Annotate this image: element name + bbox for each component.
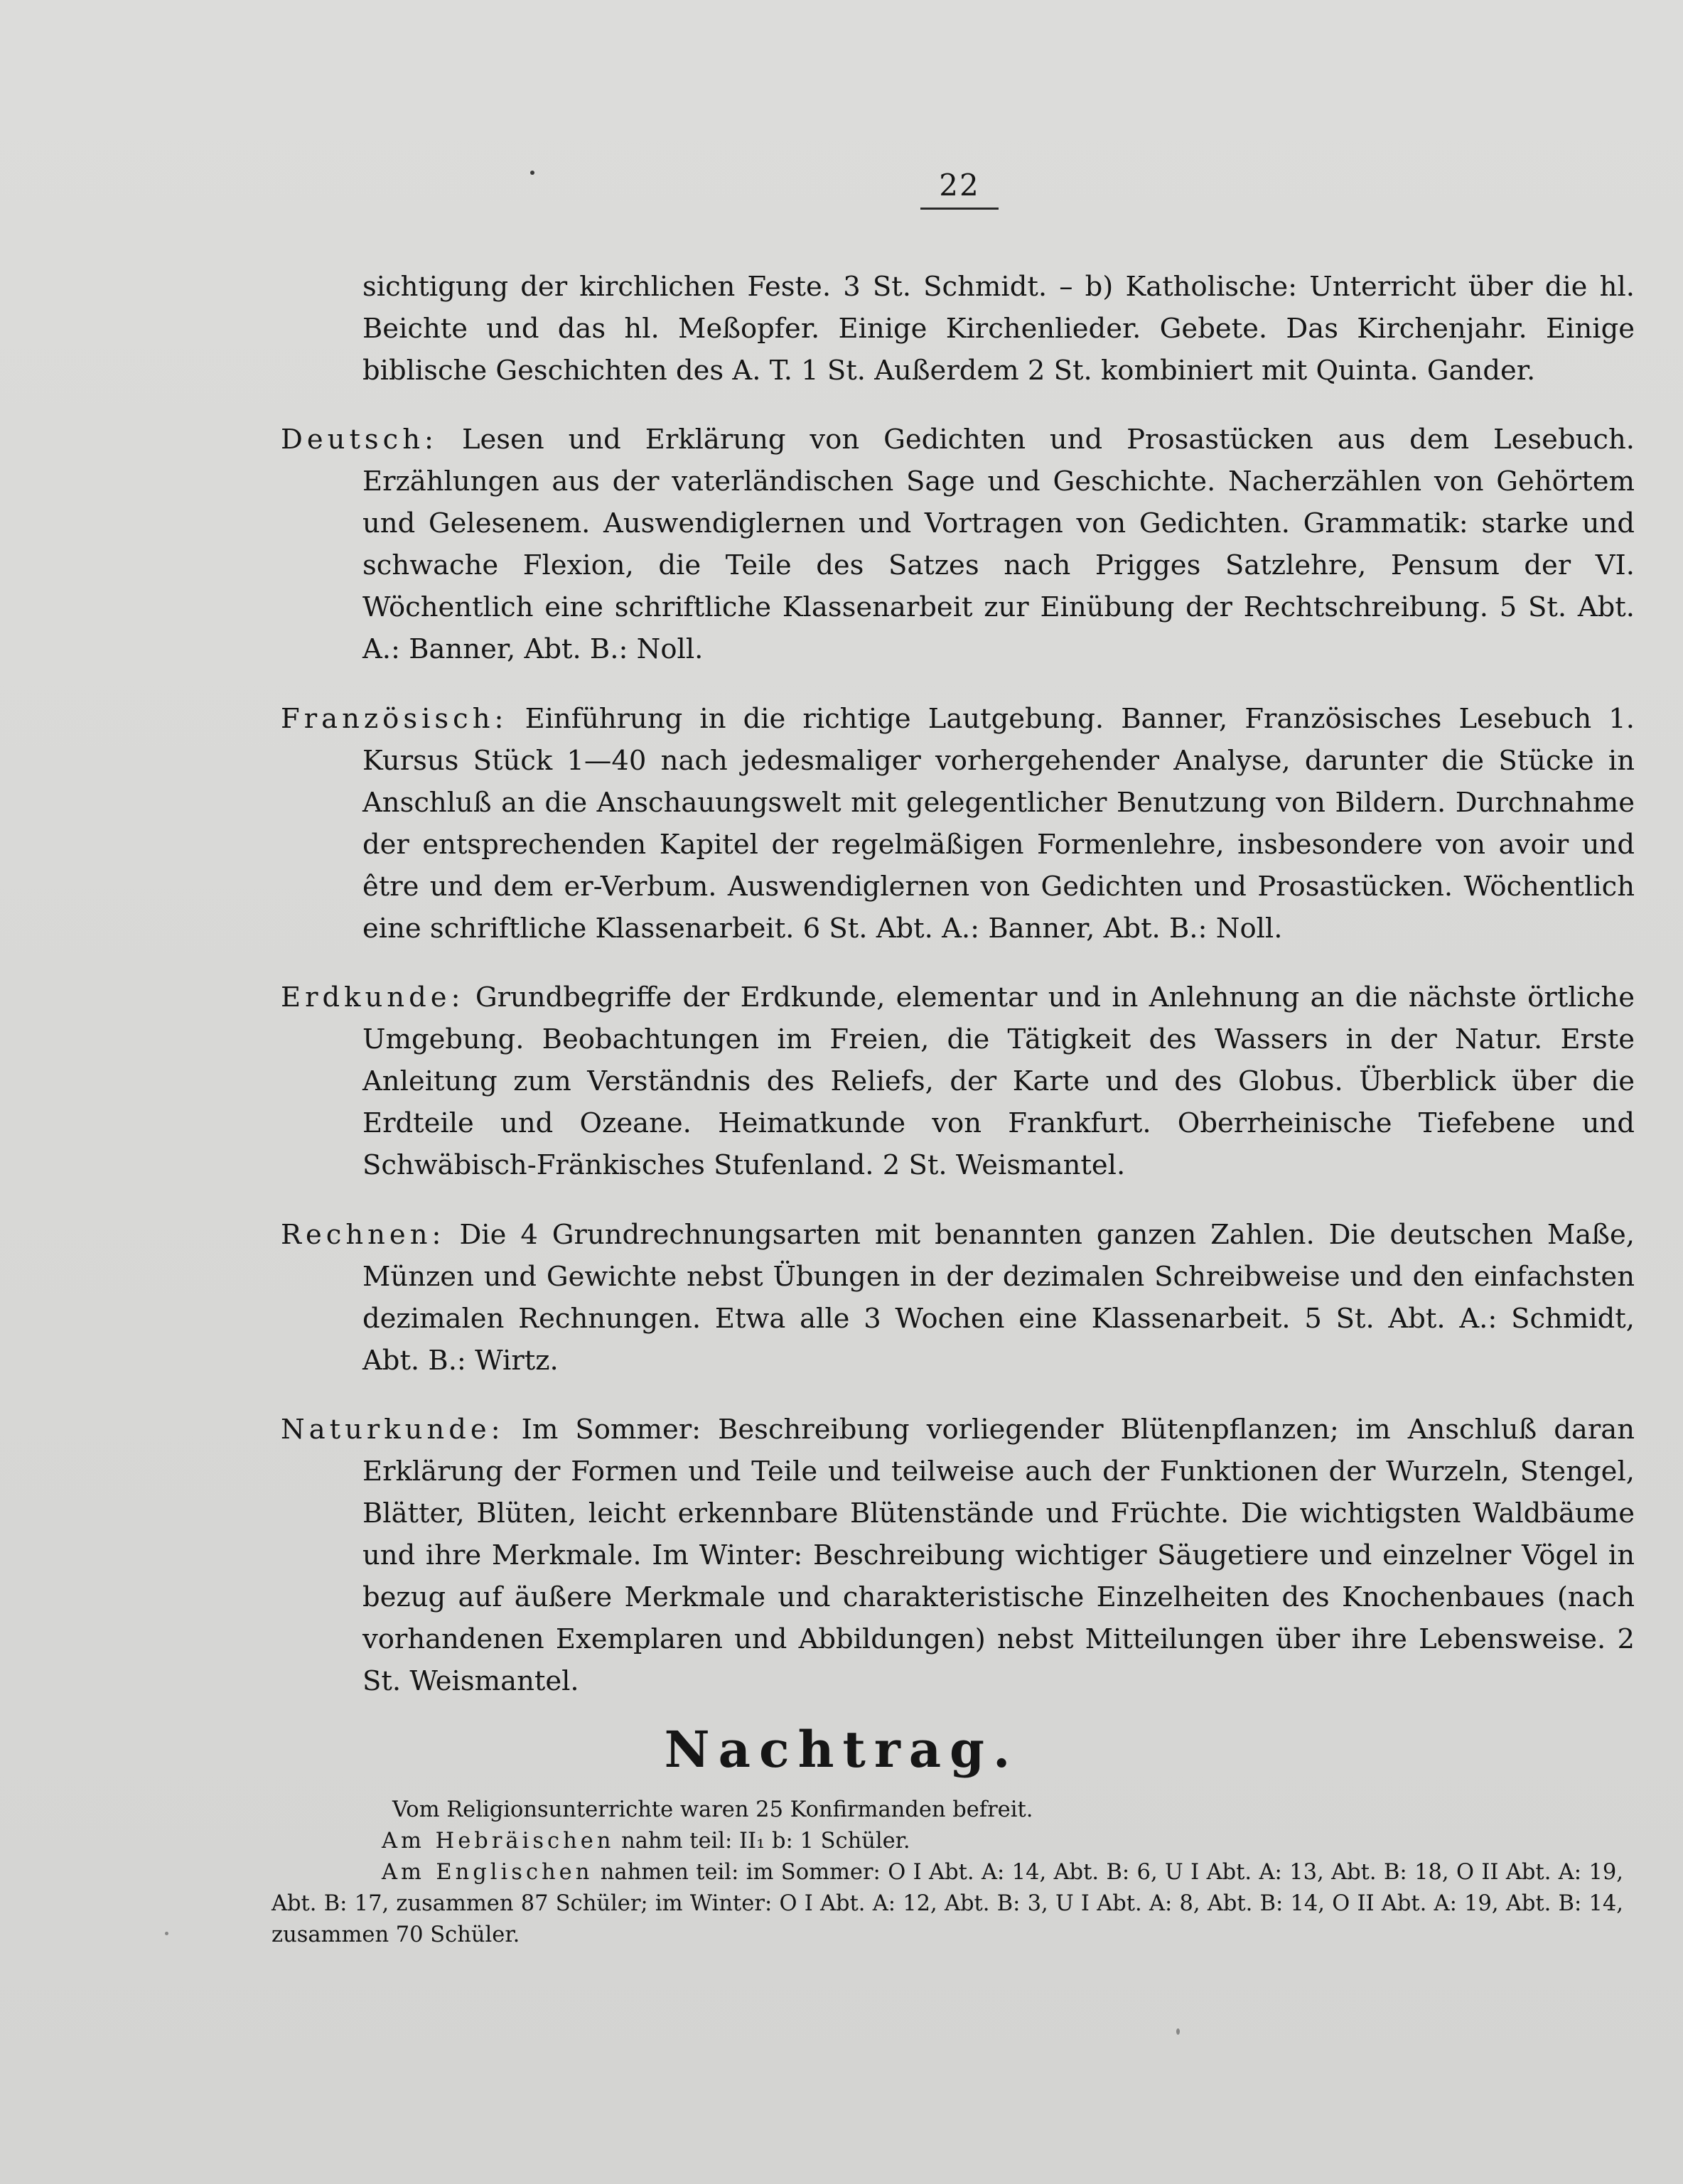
paragraph-rechnen bbox=[281, 1214, 1635, 1382]
curriculum-text bbox=[281, 238, 1635, 1712]
paragraph-text: sichtigung der kirchlichen Feste. 3 St. Schmidt. – b) Katholische: Unterricht über die hl. Beichte und das hl. Meßopfer. Einige Kirchenlieder. Gebete. Das Kirchenjahr. Einige biblische Geschichten des A. T. 1 St. Außerdem 2 St. kombiniert mit Quinta. Gander. bbox=[362, 270, 1635, 387]
nachtrag-notes bbox=[271, 1795, 1623, 1951]
note-religion-exemption: Vom Religionsunterrichte waren 25 Konfirmanden befreit. bbox=[392, 1797, 1033, 1822]
page-number-rule bbox=[920, 208, 999, 210]
paragraph-naturkunde bbox=[281, 1409, 1635, 1702]
subject-heading-erdkunde: Erdkunde: bbox=[281, 981, 465, 1013]
note-hebrew-label: Am Hebräischen bbox=[382, 1829, 615, 1854]
note-english bbox=[271, 1857, 1623, 1951]
paragraph-deutsch bbox=[281, 419, 1635, 670]
print-speck bbox=[165, 1932, 168, 1935]
paragraph-text: Die 4 Grundrechnungsarten mit benannten ganzen Zahlen. Die deutschen Maße, Münzen und Gewichte nebst Übungen in der dezimalen Schreibweise und den einfachsten dezimalen Rechnungen. Etwa alle 3 Wochen eine Klassenarbeit. 5 St. Abt. A.: Schmidt, Abt. B.: Wirtz. bbox=[362, 1218, 1635, 1377]
print-speck bbox=[530, 171, 534, 175]
paragraph-text: Im Sommer: Beschreibung vorliegender Blütenpflanzen; im Anschluß daran Erklärung der Formen und Teile und teilweise auch der Funktionen der Wurzeln, Stengel, Blätter, Blüten, leicht erkennbare Blütenstände und Früchte. Die wichtigsten Waldbäume und ihre Merkmale. Im Winter: Beschreibung wichtiger Säugetiere und einzelner Vögel in bezug auf äußere Merkmale und charakteristische Einzelheiten des Knochenbaues (nach vorhandenen Exemplaren und Abbildungen) nebst Mitteilungen über ihre Lebensweise. 2 St. Weismantel. bbox=[362, 1414, 1635, 1697]
paragraph-text: Grundbegriffe der Erdkunde, elementar und in Anlehnung an die nächste örtliche Umgebung. Beobachtungen im Freien, die Tätigkeit des Wassers in der Natur. Erste Anleitung zum Verständnis des Reliefs, der Karte und des Globus. Überblick über die Erdteile und Ozeane. Heimatkunde von Frankfurt. Oberrheinische Tiefebene und Schwäbisch-Fränkisches Stufenland. 2 St. Weismantel. bbox=[362, 981, 1635, 1181]
nachtrag-heading: Nachtrag. bbox=[664, 1720, 1019, 1779]
print-speck bbox=[1176, 2028, 1180, 2035]
subject-heading-deutsch: Deutsch: bbox=[281, 424, 439, 456]
paragraph-erdkunde bbox=[281, 977, 1635, 1186]
note-hebrew-text: nahm teil: II₁ b: 1 Schüler. bbox=[621, 1829, 910, 1854]
note-english-label: Am Englischen bbox=[382, 1860, 593, 1885]
paragraph-text: Lesen und Erklärung von Gedichten und Prosastücken aus dem Lesebuch. Erzählungen aus der vaterländischen Sage und Geschichte. Nacherzählen von Gehörtem und Gelesenem. Auswendiglernen und Vortragen von Gedichten. Grammatik: starke und schwache Flexion, die Teile des Satzes nach Prigges Satzlehre, Pensum der VI. Wöchentlich eine schriftliche Klassenarbeit zur Einübung der Rechtschreibung. 5 St. Abt. A.: Banner, Abt. B.: Noll. bbox=[362, 424, 1635, 665]
subject-heading-franzoesisch: Französisch: bbox=[281, 702, 508, 735]
paragraph-text: Einführung in die richtige Lautgebung. Banner, Französisches Lesebuch 1. Kursus Stück 1—40 nach jedesmaliger vorhergehender Analyse, darunter die Stücke in Anschluß an die Anschauungswelt mit gelegentlicher Benutzung von Bildern. Durchnahme der entsprechenden Kapitel der regelmäßigen Formenlehre, insbesondere von avoir und être und dem er-Verbum. Auswendiglernen von Gedichten und Prosastücken. Wöchentlich eine schriftliche Klassenarbeit. 6 St. Abt. A.: Banner, Abt. B.: Noll. bbox=[362, 702, 1635, 945]
note-hebrew bbox=[271, 1826, 1623, 1857]
paragraph-franzoesisch bbox=[281, 698, 1635, 950]
subject-heading-rechnen: Rechnen: bbox=[281, 1218, 446, 1251]
paragraph-religion-continuation bbox=[281, 266, 1635, 392]
subject-heading-naturkunde: Naturkunde: bbox=[281, 1414, 505, 1446]
note-english-text: nahmen teil: im Sommer: O I Abt. A: 14, Abt. B: 6, U I Abt. A: 13, Abt. B: 18, O II Abt. A: 19, Abt. B: 17, zusammen 87 Schüler; im Winter: O I Abt. A: 12, Abt. B: 3, U I Abt. A: 8, Abt. B: 14, O II Abt. A: 19, Abt. B: 14, zusammen 70 Schüler. bbox=[271, 1860, 1623, 1947]
page-number: 22 bbox=[939, 168, 980, 203]
